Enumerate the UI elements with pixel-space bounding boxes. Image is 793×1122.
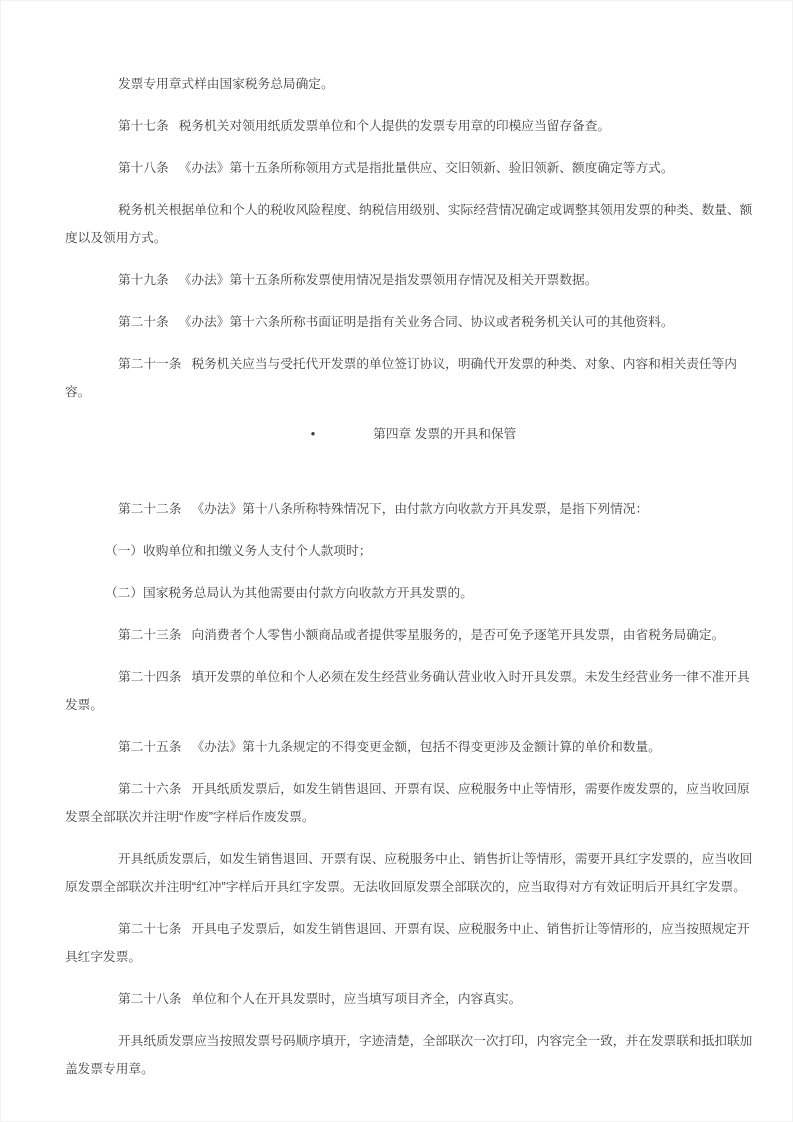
paragraph-text: 税务机关根据单位和个人的税收风险程度、纳税信用级别、实际经营情况确定或调整其领用发票的种类、数量、额度以及领用方式。	[65, 203, 753, 245]
paragraph-text: 向消费者个人零售小额商品或者提供零星服务的，是否可免予逐笔开具发票，由省税务局确定。	[191, 628, 725, 642]
paragraph-text: 《办法》第十六条所称书面证明是指有关业务合同、协议或者税务机关认可的其他资料。	[178, 315, 674, 329]
document-body	[1, 1, 792, 1083]
body-paragraph	[65, 775, 762, 831]
article-number: 第二十五条	[118, 740, 182, 754]
article-number: 第二十八条	[118, 992, 182, 1006]
article-number: 第十八条	[118, 161, 169, 175]
paragraph-text: 《办法》第十五条所称发票使用情况是指发票领用存情况及相关开票数据。	[178, 273, 598, 287]
paragraph-text: 开具纸质发票后，如发生销售退回、开票有误、应税服务中止等情形，需要作废发票的，应当收回原发票全部联次并注明“作废”字样后作废发票。	[65, 782, 750, 824]
list-item-paragraph	[65, 537, 762, 565]
paragraph-text: 税务机关对领用纸质发票单位和个人提供的发票专用章的印模应当留存备查。	[178, 119, 611, 133]
body-paragraph	[65, 350, 762, 406]
body-paragraph	[65, 845, 762, 901]
body-paragraph	[65, 621, 762, 649]
list-bullet-icon: •	[310, 427, 316, 441]
paragraph-text: （一）收购单位和扣缴义务人支付个人款项时；	[105, 544, 372, 558]
paragraph-text: 填开发票的单位和个人必须在发生经营业务确认营业收入时开具发票。未发生经营业务一律不准开具发票。	[65, 670, 750, 712]
article-number: 第二十四条	[118, 670, 182, 684]
article-number: 第十七条	[118, 119, 169, 133]
article-number: 第二十一条	[118, 357, 182, 371]
body-paragraph	[65, 733, 762, 761]
paragraph-text: 开具纸质发票应当按照发票号码顺序填开，字迹清楚，全部联次一次打印，内容完全一致，并在发票联和抵扣联加盖发票专用章。	[65, 1034, 753, 1076]
body-paragraph	[65, 112, 762, 140]
paragraph-text: （二）国家税务总局认为其他需要由付款方向收款方开具发票的。	[105, 586, 473, 600]
body-paragraph	[65, 154, 762, 182]
body-paragraph	[65, 915, 762, 971]
paragraph-text: 《办法》第十九条规定的不得变更金额，包括不得变更涉及金额计算的单价和数量。	[191, 740, 661, 754]
article-number: 第二十七条	[118, 922, 182, 936]
paragraph-text: 《办法》第十八条所称特殊情况下，由付款方向收款方开具发票，是指下列情况：	[191, 502, 649, 516]
paragraph-text: 单位和个人在开具发票时，应当填写项目齐全，内容真实。	[191, 992, 522, 1006]
body-paragraph	[65, 495, 762, 523]
body-paragraph	[65, 70, 762, 98]
article-number: 第二十条	[118, 315, 169, 329]
body-paragraph	[65, 308, 762, 336]
article-number: 第二十三条	[118, 628, 182, 642]
paragraph-text: 税务机关应当与受托代开发票的单位签订协议，明确代开发票的种类、对象、内容和相关责任等内容。	[65, 357, 737, 399]
chapter-heading	[65, 420, 762, 448]
paragraph-text: 《办法》第十五条所称领用方式是指批量供应、交旧领新、验旧领新、额度确定等方式。	[178, 161, 674, 175]
article-number: 第十九条	[118, 273, 169, 287]
paragraph-text: 开具电子发票后，如发生销售退回、开票有误、应税服务中止、销售折让等情形的，应当按照规定开具红字发票。	[65, 922, 750, 964]
body-paragraph	[65, 196, 762, 252]
body-paragraph	[65, 985, 762, 1013]
chapter-heading-text: 第四章 发票的开具和保管	[373, 427, 517, 441]
paragraph-text: 发票专用章式样由国家税务总局确定。	[118, 77, 334, 91]
article-number: 第二十六条	[118, 782, 182, 796]
list-item-paragraph	[65, 579, 762, 607]
body-paragraph	[65, 663, 762, 719]
body-paragraph	[65, 1027, 762, 1083]
body-paragraph	[65, 266, 762, 294]
article-number: 第二十二条	[118, 502, 182, 516]
paragraph-text: 开具纸质发票后，如发生销售退回、开票有误、应税服务中止、销售折让等情形，需要开具红字发票的，应当收回原发票全部联次并注明“红冲”字样后开具红字发票。无法收回原发票全部联次的，应当取得对方有效证明后开具红字发票。	[65, 852, 753, 894]
